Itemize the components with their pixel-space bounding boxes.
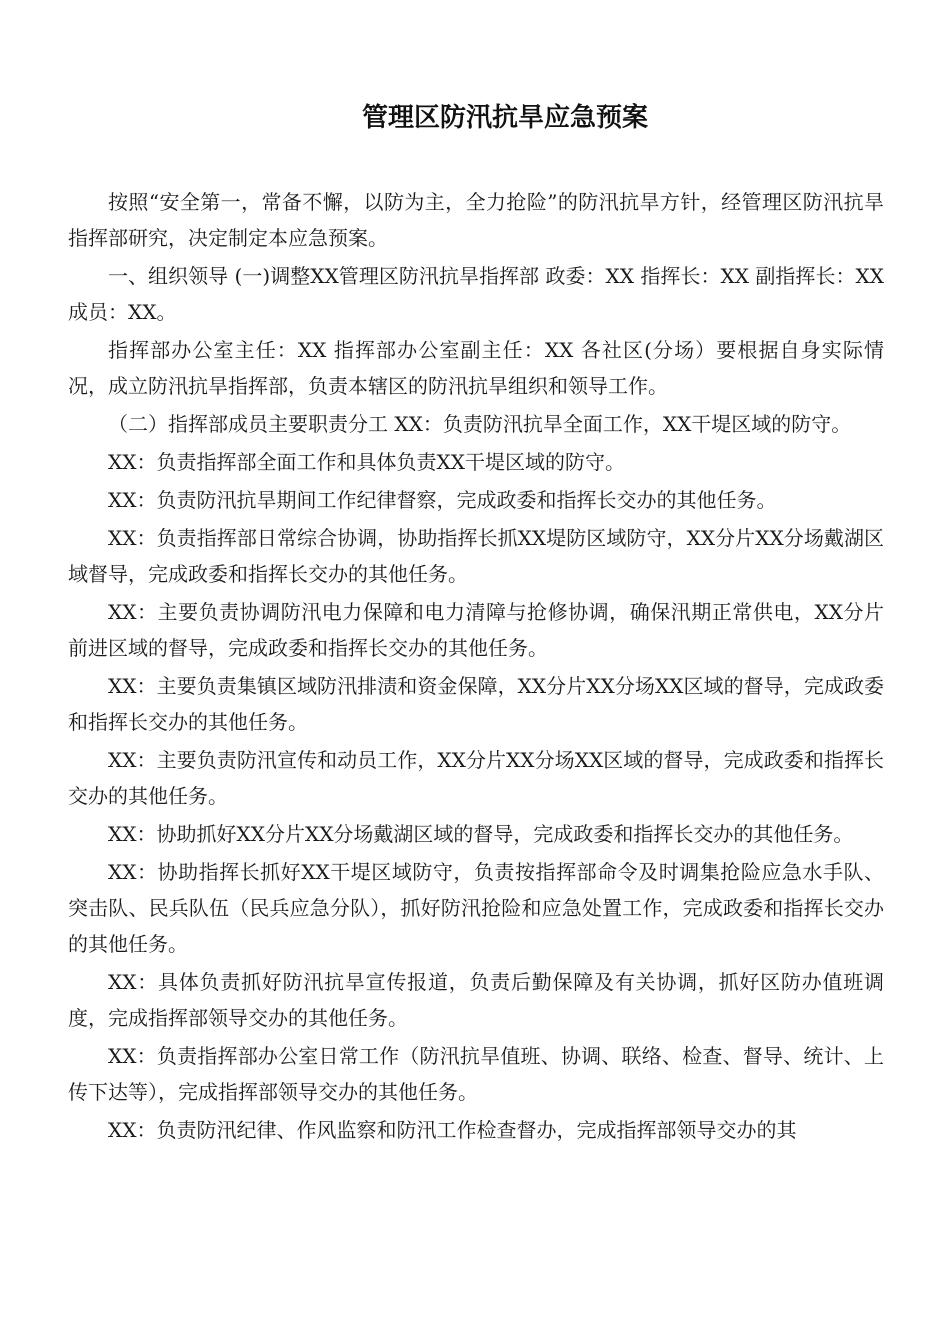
paragraph-duty: XX：具体负责抓好防汛抗旱宣传报道，负责后勤保障及有关协调，抓好区防办值班调度，完成指挥部领导交办的其他任务。 xyxy=(68,970,884,1030)
paragraph-duty: XX：主要负责集镇区域防汛排渍和资金保障，XX分片XX分场XX区域的督导，完成政委和指挥长交办的其他任务。 xyxy=(68,674,884,734)
paragraph-duty: XX：协助抓好XX分片XX分场戴湖区域的督导，完成政委和指挥长交办的其他任务。 xyxy=(108,822,854,846)
paragraph-duty: XX：负责防汛纪律、作风监察和防汛工作检查督办，完成指挥部领导交办的其 xyxy=(108,1118,797,1142)
document-title: 管理区防汛抗旱应急预案 xyxy=(361,103,648,133)
paragraph-duty: XX：负责指挥部办公室日常工作（防汛抗旱值班、协调、联络、检查、督导、统计、上传下达等），完成指挥部领导交办的其他任务。 xyxy=(68,1044,884,1104)
paragraph-intro: 按照“安全第一，常备不懈，以防为主，全力抢险”的防汛抗旱方针，经管理区防汛抗旱指挥部研究，决定制定本应急预案。 xyxy=(68,190,884,250)
document-body xyxy=(68,184,884,1150)
paragraph-duty: XX：协助指挥长抓好XX干堤区域防守，负责按指挥部命令及时调集抢险应急水手队、突击队、民兵队伍（民兵应急分队），抓好防汛抢险和应急处置工作，完成政委和指挥长交办的其他任务。 xyxy=(68,860,884,956)
paragraph-duty: XX：负责指挥部全面工作和具体负责XX干堤区域的防守。 xyxy=(108,450,625,474)
paragraph-organization: 一、组织领导 (一)调整XX管理区防汛抗旱指挥部 政委：XX 指挥长：XX 副指挥长：XX 成员：XX。 xyxy=(68,264,884,324)
paragraph-duty: XX：负责指挥部日常综合协调，协助指挥长抓XX堤防区域防守，XX分片XX分场戴湖区域督导，完成政委和指挥长交办的其他任务。 xyxy=(68,526,884,586)
paragraph-duty: XX：负责防汛抗旱期间工作纪律督察，完成政委和指挥长交办的其他任务。 xyxy=(108,488,777,512)
paragraph-duty: XX：主要负责协调防汛电力保障和电力清障与抢修协调，确保汛期正常供电，XX分片前进区域的督导，完成政委和指挥长交办的其他任务。 xyxy=(68,600,884,660)
paragraph-office: 指挥部办公室主任：XX 指挥部办公室副主任：XX 各社区(分场）要根据自身实际情况，成立防汛抗旱指挥部，负责本辖区的防汛抗旱组织和领导工作。 xyxy=(68,338,884,398)
paragraph-duty: XX：主要负责防汛宣传和动员工作，XX分片XX分场XX区域的督导，完成政委和指挥长交办的其他任务。 xyxy=(68,748,884,808)
paragraph-duties-heading: （二）指挥部成员主要职责分工 XX：负责防汛抗旱全面工作，XX干堤区域的防守。 xyxy=(108,412,852,436)
